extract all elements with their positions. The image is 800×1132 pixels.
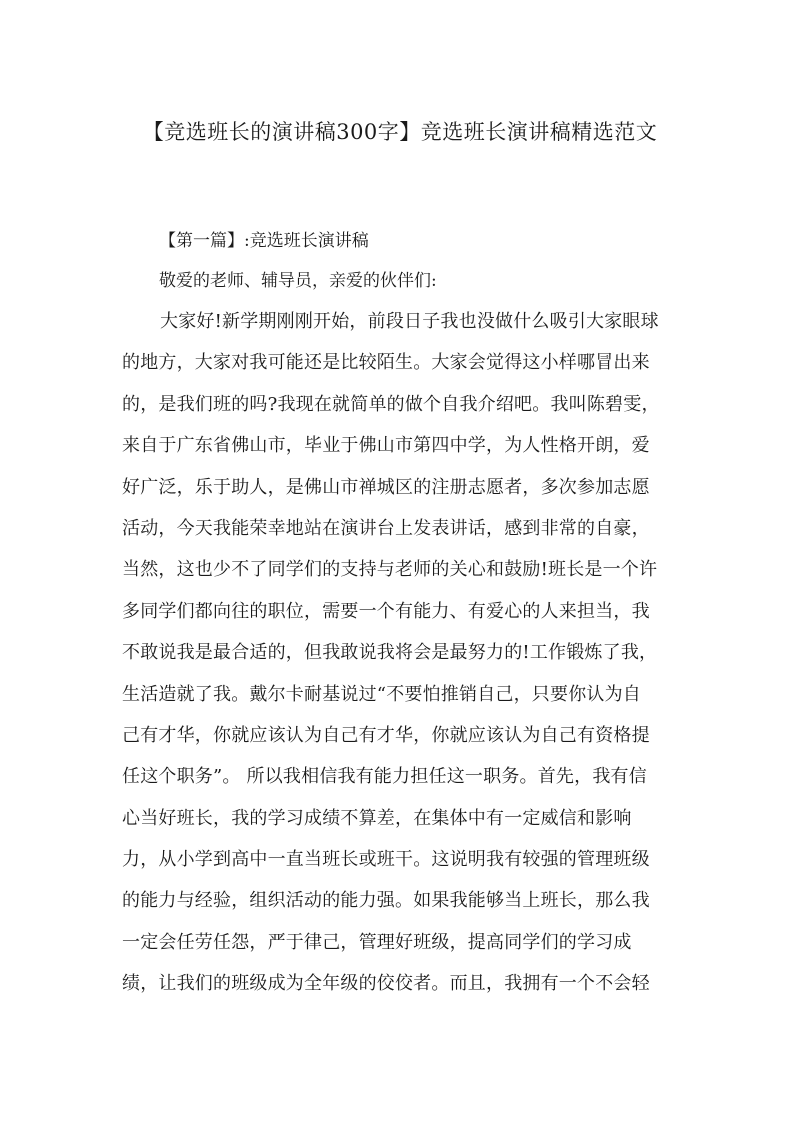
body-line: 的，是我们班的吗?我现在就简单的做个自我介绍吧。我叫陈碧雯，	[122, 393, 660, 415]
body-line: 多同学们都向往的职位，需要一个有能力、有爱心的人来担当，我	[122, 600, 650, 622]
greeting-line: 敬爱的老师、辅导员，亲爱的伙伴们:	[159, 271, 437, 291]
body-line: 大家好!新学期刚刚开始，前段日子我也没做什么吸引大家眼球	[160, 311, 659, 332]
body-line: 力，从小学到高中一直当班长或班干。这说明我有较强的管理班级	[122, 849, 650, 871]
body-line: 绩，让我们的班级成为全年级的佼佼者。而且，我拥有一个不会轻	[122, 973, 650, 995]
body-line: 不敢说我是最合适的，但我敢说我将会是最努力的!工作锻炼了我，	[122, 642, 658, 664]
body-line: 来自于广东省佛山市，毕业于佛山市第四中学，为人性格开朗，爱	[122, 435, 650, 457]
body-line: 己有才华，你就应该认为自己有才华，你就应该认为自己有资格提	[122, 724, 650, 746]
body-line: 活动，今天我能荣幸地站在演讲台上发表讲话，感到非常的自豪，	[122, 517, 650, 539]
body-line: 的能力与经验，组织活动的能力强。如果我能够当上班长，那么我	[122, 890, 650, 912]
body-line: 生活造就了我。戴尔卡耐基说过“不要怕推销自己，只要你认为自	[122, 683, 641, 705]
body-line: 当然，这也少不了同学们的支持与老师的关心和鼓励!班长是一个许	[122, 559, 658, 581]
section-heading: 【第一篇】:竞选班长演讲稿	[159, 231, 369, 251]
body-paragraph	[122, 307, 682, 1011]
body-line: 的地方，大家对我可能还是比较陌生。大家会觉得这小样哪冒出来	[122, 352, 650, 374]
body-line: 任这个职务”。 所以我相信我有能力担任这一职务。首先，我有信	[122, 766, 647, 788]
body-line: 一定会任劳任怨，严于律己，管理好班级，提高同学们的学习成	[122, 931, 632, 953]
body-line: 心当好班长，我的学习成绩不算差，在集体中有一定威信和影响	[122, 807, 632, 829]
document-title: 【竞选班长的演讲稿300字】竞选班长演讲稿精选范文	[142, 120, 658, 144]
body-line: 好广泛，乐于助人，是佛山市禅城区的注册志愿者，多次参加志愿	[122, 476, 650, 498]
